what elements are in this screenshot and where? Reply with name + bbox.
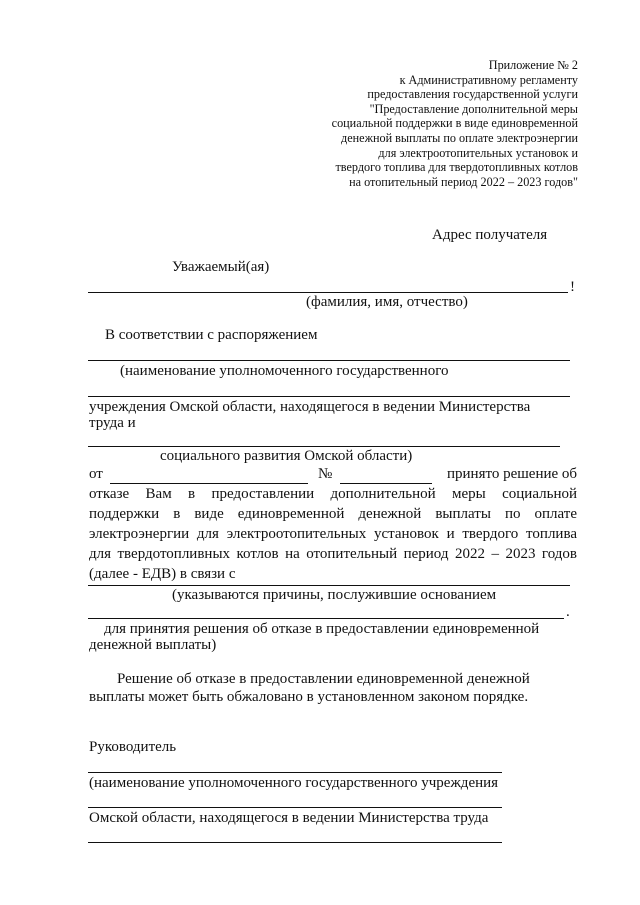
org-name-field-2 [88,396,570,397]
org-caption-1: (наименование уполномоченного государственного [120,363,449,379]
header-line: предоставления государственной услуги [367,87,578,102]
appeal-line-1: Решение об отказе в предоставлении единовременной денежной [117,671,530,687]
header-line: на отопительный период 2022 – 2023 годов" [349,174,578,189]
decision-accepted: принято решение об [447,466,578,482]
header-line: для электроотопительных установок и [378,145,578,160]
decision-line: поддержки в виде единовременной денежной выплаты по оплате [89,506,577,522]
org-name-field-3 [88,446,560,447]
header-appendix-block [332,58,578,189]
address-label: Адрес получателя [432,227,548,243]
reason-cont-2: денежной выплаты) [89,637,217,653]
decision-last-line: (далее - ЕДВ) в связи с [89,566,236,582]
header-line: социальной поддержки в виде единовременной [331,116,578,131]
signature-caption-2: Омской области, находящегося в ведении Министерства труда [89,810,489,826]
org-caption-2b: труда и [89,415,136,431]
org-caption-2a: учреждения Омской области, находящегося в ведении Министерства [89,399,531,415]
signature-caption-1: (наименование уполномоченного государственного учреждения [89,775,499,791]
fio-caption: (фамилия, имя, отчество) [306,294,468,310]
signature-field-2 [88,807,502,808]
decision-line: электроэнергии для электроотопительных установок и твердого топлива [89,526,577,542]
intro-text: В соответствии с распоряжением [105,327,318,343]
decision-line: отказе Вам в предоставлении дополнительной меры социальной [89,486,577,502]
signature-field-1 [88,772,502,773]
recipient-name-field [88,292,568,293]
head-label: Руководитель [89,739,177,755]
reason-caption: (указываются причины, послужившие основанием [172,587,497,603]
greeting-exclamation: ! [570,279,575,295]
reason-cont-1: для принятия решения об отказе в предоставлении единовременной [104,621,540,637]
header-line: денежной выплаты по оплате электроэнергии [341,130,578,145]
header-line: к Административному регламенту [399,72,578,87]
header-line: твердого топлива для твердотопливных котлов [335,160,578,175]
header-line: Приложение № 2 [488,58,578,72]
appeal-line-2: выплаты может быть обжаловано в установленном законом порядке. [89,689,529,705]
from-label: от [89,466,103,482]
reason-field-2 [88,618,564,619]
decision-line: для твердотопливных котлов на отопительный период 2022 – 2023 годов [89,546,577,562]
number-field [340,483,432,484]
date-field [110,483,308,484]
number-sign: № [318,466,333,482]
signature-field-3 [88,842,502,843]
org-caption-3: социального развития Омской области) [160,448,413,464]
header-line: "Предоставление дополнительной меры [369,101,578,116]
reason-field-1 [88,585,570,586]
greeting: Уважаемый(ая) [172,259,270,275]
reason-period: . [566,604,570,620]
org-name-field-1 [88,360,570,361]
